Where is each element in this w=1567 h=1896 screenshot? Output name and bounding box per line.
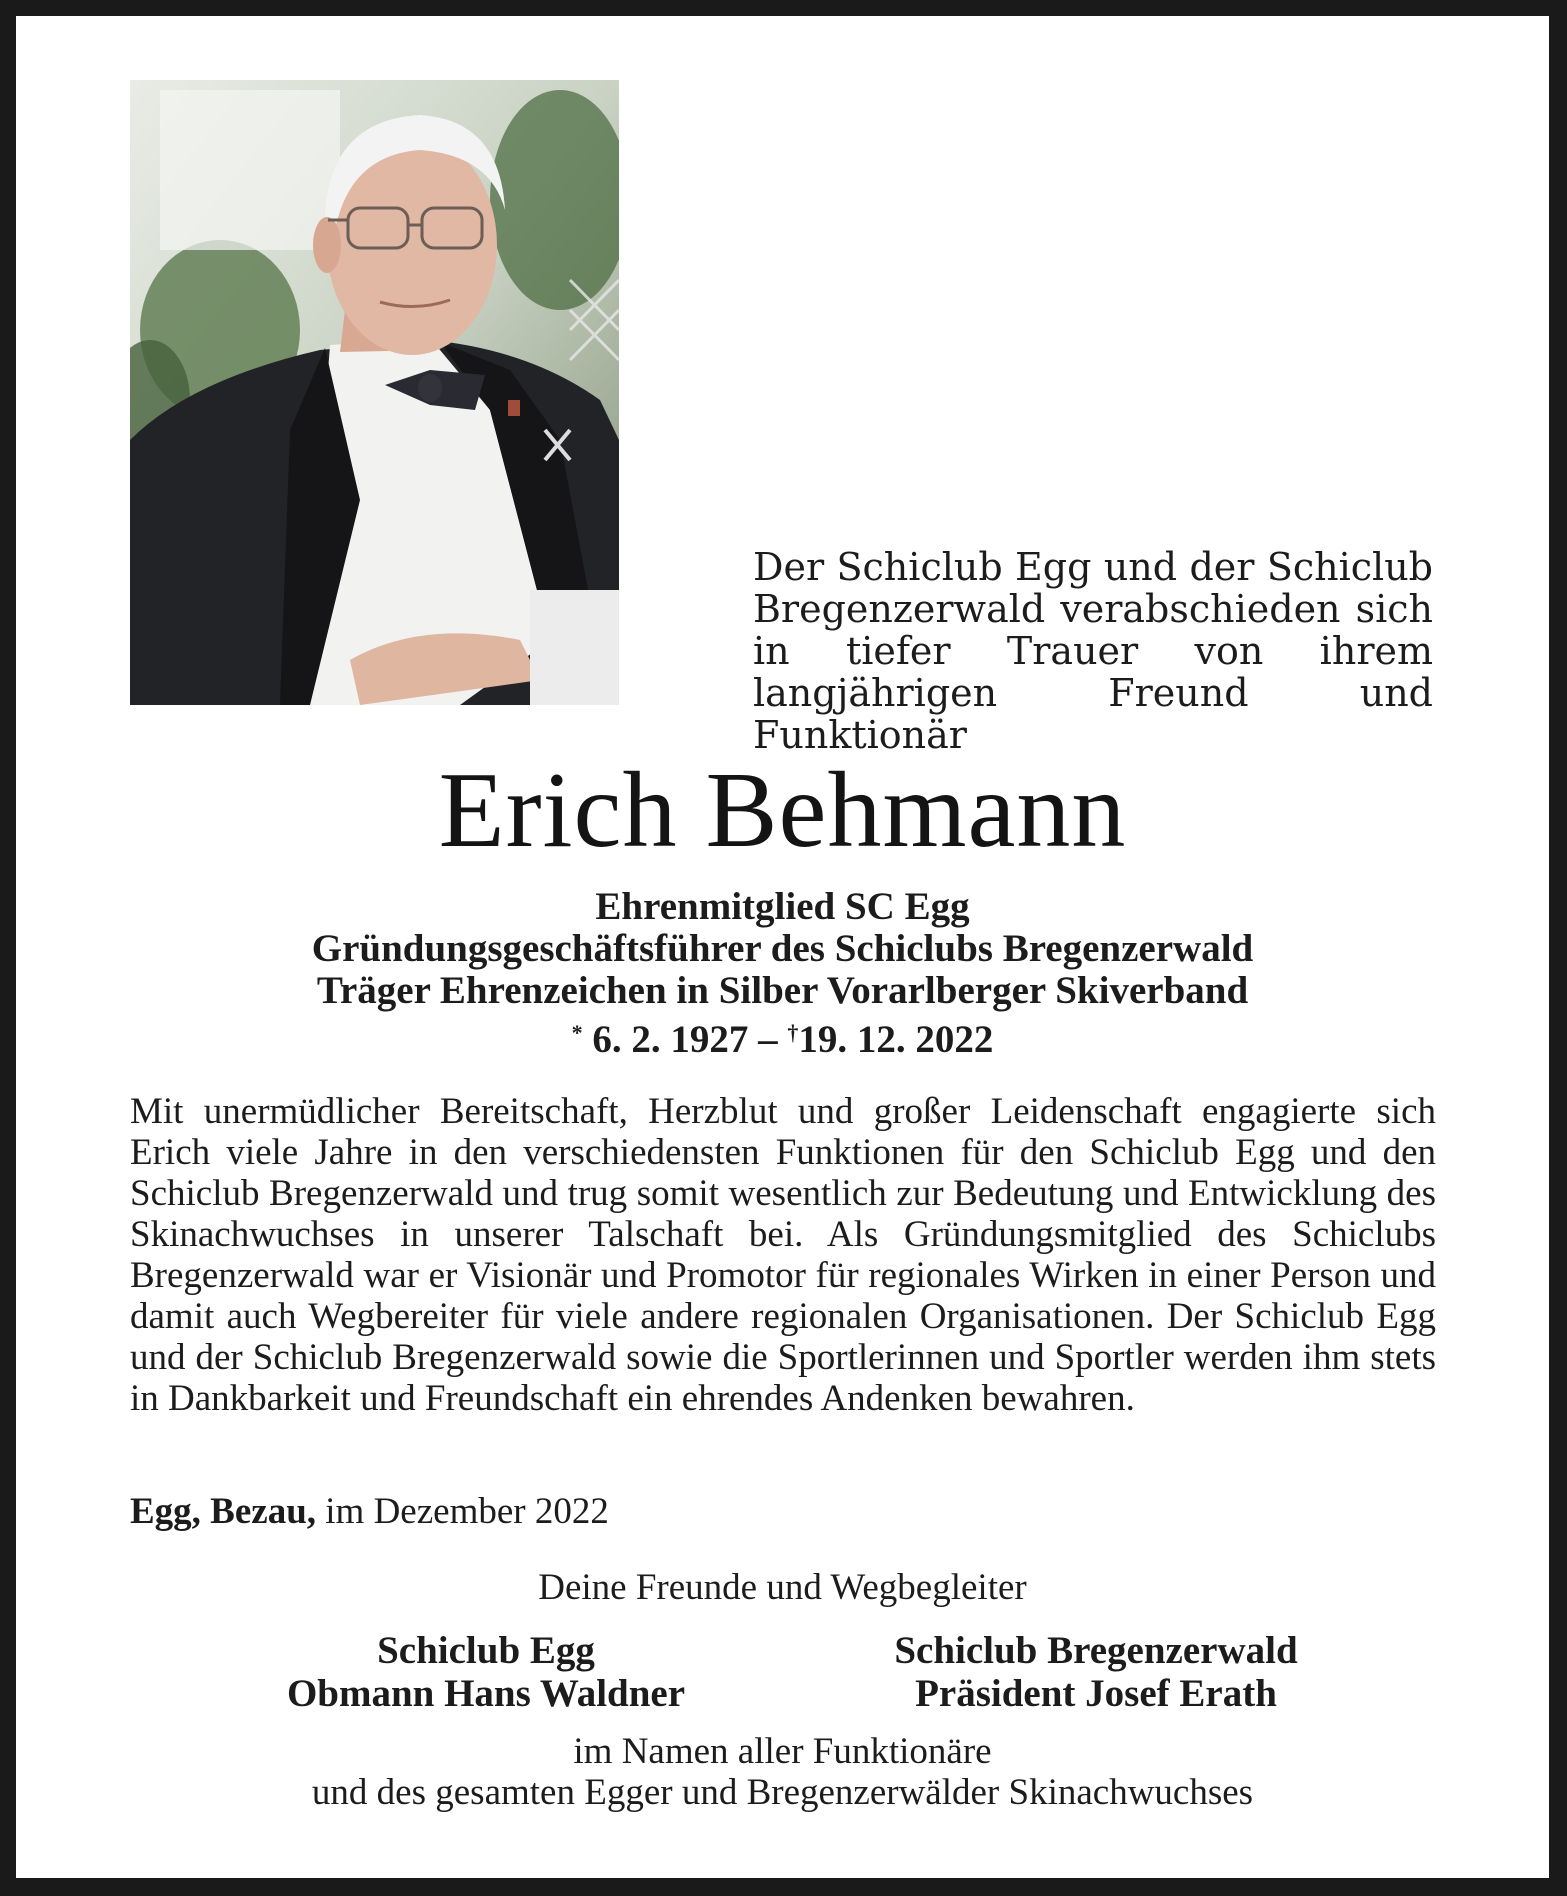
- death-symbol: †: [787, 1020, 799, 1045]
- honor-line: Ehrenmitglied SC Egg: [595, 885, 970, 928]
- honor-line: Träger Ehrenzeichen in Silber Vorarlberger Skiverband: [316, 969, 1249, 1012]
- closing-text: [16, 1731, 1549, 1813]
- honor-line: Gründungsgeschäftsführer des Schiclubs Bregenzerwald: [311, 927, 1254, 970]
- tribute-text: Mit unermüdlicher Bereitschaft, Herzblut und großer Leidenschaft engagierte sich Erich viele Jahre in den verschiedensten Funktionen für den Schiclub Egg und den Schiclub Bregenzerwald und trug somit wesentlich zur Bedeutung und Entwicklung des Skinachwuchses in unserer Talschaft bei. Als Gründungsmitglied des Schiclubs Bregenzerwald war er Visionär und Promotor für regionales Wirken in einer Person und damit auch Wegbereiter für viele andere regionalen Organisationen. Der Schiclub Egg und der Schiclub Bregenzerwald sowie die Sportlerinnen und Sportler werden ihm stets in Dankbarkeit und Freundschaft ein ehrendes Andenken bewahren.: [130, 1091, 1436, 1419]
- farewell-line: Deine Freunde und Wegbegleiter: [538, 1567, 1027, 1608]
- date-separator: –: [758, 1018, 778, 1061]
- honors-block: [16, 886, 1549, 1061]
- closing-line: und des gesamten Egger und Bregenzerwälder Skinachwuchses: [311, 1772, 1254, 1813]
- date: im Dezember 2022: [325, 1491, 609, 1532]
- deceased-name: Erich Behmann: [438, 751, 1127, 870]
- life-dates: [16, 1012, 1549, 1061]
- intro-text: Der Schiclub Egg und der Schiclub Bregenzerwald verabschieden sich in tiefer Trauer von ihrem langjährigen Freund und Funktionär: [753, 545, 1433, 757]
- place-date-line: [130, 1491, 609, 1532]
- signature-person: Präsident Josef Erath: [915, 1672, 1277, 1715]
- signature-schiclub-bregenzerwald: [776, 1629, 1416, 1715]
- portrait-photo: [130, 80, 619, 705]
- signature-club: Schiclub Egg: [377, 1629, 595, 1672]
- signature-schiclub-egg: [166, 1629, 806, 1715]
- signature-person: Obmann Hans Waldner: [286, 1672, 686, 1715]
- death-date: 19. 12. 2022: [798, 1018, 994, 1061]
- birth-symbol: *: [571, 1020, 583, 1045]
- signature-club: Schiclub Bregenzerwald: [894, 1629, 1298, 1672]
- place: Egg, Bezau,: [130, 1491, 317, 1532]
- portrait-image: [130, 80, 619, 705]
- obituary-page: [16, 16, 1549, 1878]
- closing-line: im Namen aller Funktionäre: [573, 1731, 992, 1772]
- birth-date: 6. 2. 1927: [592, 1018, 749, 1061]
